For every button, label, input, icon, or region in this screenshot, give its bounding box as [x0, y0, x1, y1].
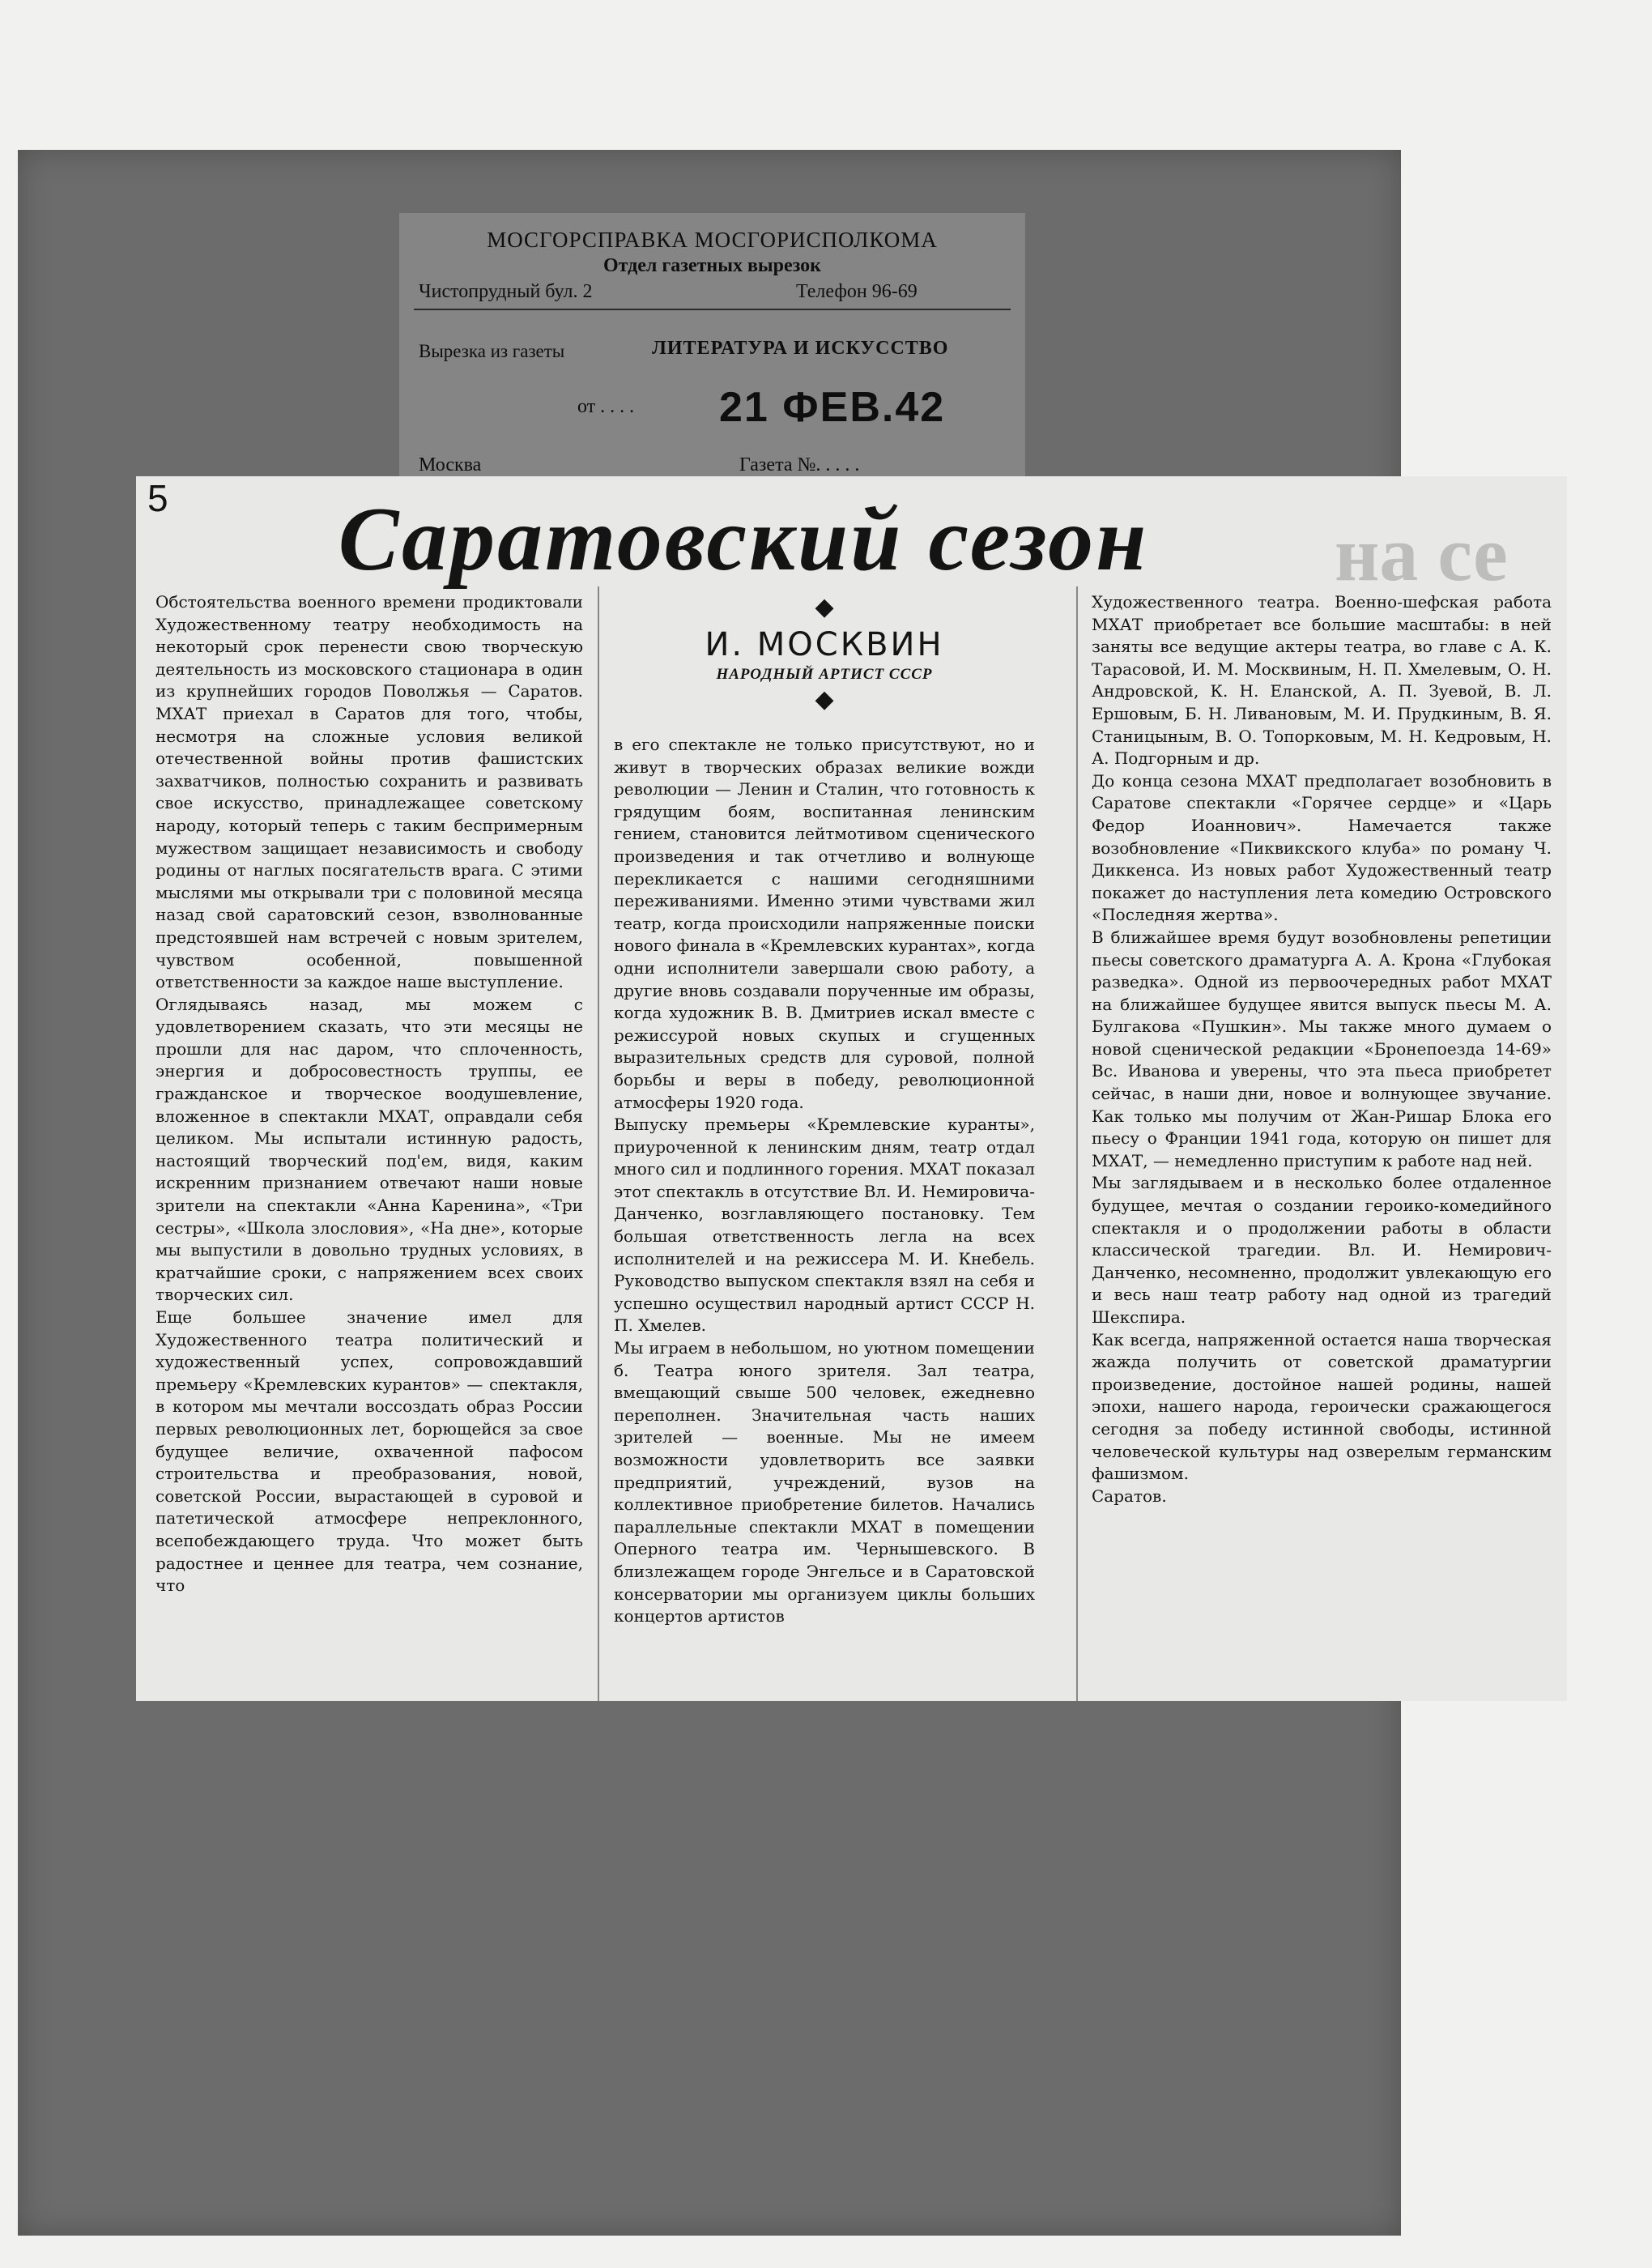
clipping-service-stamp [399, 213, 1025, 488]
newspaper-clipping [136, 476, 1567, 1701]
adjacent-headline-fragment: на се [1335, 510, 1508, 597]
stamp-department: Отдел газетных вырезок [603, 255, 821, 276]
ornament-diamond: ◆ [815, 594, 834, 620]
page-number: 5 [147, 477, 168, 519]
stamp-gazette-number: Газета №. . . . . [739, 454, 860, 475]
article-column-1: Обстоятельства военного времени продиктовали Художественному театру необходимость на некоторый срок перенести свою творческую деятельность из московского стационара в один из крупнейших городов Поволжья — Саратов. МХАТ приехал в Саратов для того, чтобы, несмотря на сложные условия великой отечественной войны против фашистских захватчиков, полностью сохранить и развивать свое искусство, принадлежащее советскому народу, который теперь с таким беспримерным мужеством защищает независимость и свободу родины от наглых посягательств врага. С этими мыслями мы открывали три с половиной месяца назад свой саратовский сезон, взволнованные предстоявшей нам встречей с новым зрителем, чувством особенной, повышенной ответственности за каждое наше выступление. Оглядываясь назад, мы можем с удовлетворением сказать, что эти месяцы не прошли для нас даром, что сплоченность, энергия и добросовестность труппы, ее гражданское и творческое воодушевление, вложенное в спектакли МХАТ, оправдали себя целиком. Мы испытали истинную радость, настоящий творческий под'ем, видя, каким искренним признанием отвечают наши новые зрители на спектакли «Анна Каренина», «Три сестры», «Школа злословия», «На дне», которые мы выпустили в довольно трудных условиях, в кратчайшие сроки, с напряжением всех своих творческих сил. Еще большее значение имел для Художественного театра политический и художественный успех, сопровождавший премьеру «Кремлевских курантов» — спектакля, в котором мы мечтали воссоздать образ России первых революционных лет, борющейся за свое будущее величие, охваченной пафосом строительства и преобразования, новой, советской России, вырастающей в суровой и патетической атмосфере непреклонного, всепобеждающего труда. Что может быть радостнее и ценнее для театра, чем сознание, что [155, 592, 583, 1596]
stamp-city: Москва [419, 454, 482, 475]
stamp-organization: МОСГОРСПРАВКА МОСГОРИСПОЛКОМА [487, 228, 938, 252]
author-title: НАРОДНЫЙ АРТИСТ СССР [716, 666, 933, 683]
ornament-diamond: ◆ [815, 686, 834, 713]
article-column-3: Художественного театра. Военно-шефская работа МХАТ приобретает все большие масштабы: в ней заняты все ведущие актеры театра, во главе с А. К. Тарасовой, И. М. Москвиным, Н. П. Хмелевым, О. Н. Андровской, К. Н. Еланской, А. П. Зуевой, В. Л. Ершовым, Б. Н. Ливановым, М. И. Прудкиным, В. Я. Станицыным, В. О. Топорковым, М. Н. Кедровым, Н. А. Подгорным и др. До конца сезона МХАТ предполагает возобновить в Саратове спектакли «Горячее сердце» и «Царь Федор Иоаннович». Намечается также возобновление «Пиквикского клуба» по роману Ч. Диккенса. Из новых работ Художественный театр покажет до наступления лета комедию Островского «Последняя жертва». В ближайшее время будут возобновлены репетиции пьесы советского драматурга А. А. Крона «Глубокая разведка». Одной из первоочередных работ МХАТ на ближайшее будущее явится выпуск пьесы М. А. Булгакова «Пушкин». Мы также много думаем о новой сценической редакции «Бронепоезда 14-69» Вс. Иванова и уверены, что эта пьеса приобретет сейчас, в наши дни, новое и волнующее звучание. Как только мы получим от Жан-Ришар Блока его пьесу о Франции 1941 года, которую он пишет для МХАТ, — немедленно приступим к работе над ней. Мы заглядываем и в несколько более отдаленное будущее, мечтая о создании героико-комедийного спектакля и о продолжении работы в области классической трагедии. Вл. И. Немирович-Данченко, несомненно, продолжит увлекающую его и весь наш театр работу над одной из трагедий Шекспира. Как всегда, напряженной остается наша творческая жажда получить от советской драматургии произведение, достойное нашей родины, нашей эпохи, нашего народа, героически сражающегося сегодня за победу истинной свободы, истинной человеческой культуры над озверелым германским фашизмом. Саратов. [1092, 592, 1552, 1506]
author-name: И. МОСКВИН [705, 626, 944, 663]
column-divider [598, 586, 599, 1701]
stamp-cut-label: Вырезка из газеты [419, 341, 565, 361]
stamp-date: 21 ФЕВ.42 [719, 384, 946, 431]
author-byline [614, 591, 1035, 716]
column-divider [1076, 586, 1078, 1701]
stamp-divider [414, 309, 1011, 310]
article-headline: Саратовский сезон [338, 489, 1149, 590]
article-column-2: в его спектакле не только присутствуют, но и живут в творческих образах великие вожди революции — Ленин и Сталин, что готовность к грядущим боям, воспитанная ленинским гением, становится лейтмотивом сценического произведения и так отчетливо и волнующе перекликается с нашими сегодняшними переживаниями. Именно этими чувствами жил театр, когда происходили напряженные поиски нового финала в «Кремлевских курантах», когда одни исполнители завершали свою работу, а другие вновь создавали порученные им образы, когда художник В. В. Дмитриев искал вместе с режиссурой новых скупых и сгущенных выразительных средств для суровой, полной борьбы и веры в победу, революционной атмосферы 1920 года. Выпуску премьеры «Кремлевские куранты», приуроченной к ленинским дням, театр отдал много сил и подлинного горения. МХАТ показал этот спектакль в отсутствие Вл. И. Немировича-Данченко, возглавляющего постановку. Тем большая ответственность легла на всех исполнителей и на режиссера М. И. Кнебель. Руководство выпуском спектакля взял на себя и успешно осуществил народный артист СССР Н. П. Хмелев. Мы играем в небольшом, но уютном помещении б. Театра юного зрителя. Зал театра, вмещающий свыше 500 человек, ежедневно переполнен. Значительная часть наших зрителей — военные. Мы не имеем возможности удовлетворить все заявки предприятий, учреждений, вузов на коллективное приобретение билетов. Начались параллельные спектакли МХАТ в помещении Оперного театра им. Чернышевского. В близлежащем городе Энгельсе и в Саратовской консерватории мы организуем циклы больших концертов артистов [614, 735, 1035, 1626]
stamp-from-label: от . . . . [577, 396, 635, 417]
stamp-newspaper-name: ЛИТЕРАТУРА И ИСКУССТВО [652, 338, 949, 359]
stamp-address: Чистопрудный бул. 2 [419, 281, 593, 302]
stamp-phone: Телефон 96-69 [796, 281, 918, 302]
